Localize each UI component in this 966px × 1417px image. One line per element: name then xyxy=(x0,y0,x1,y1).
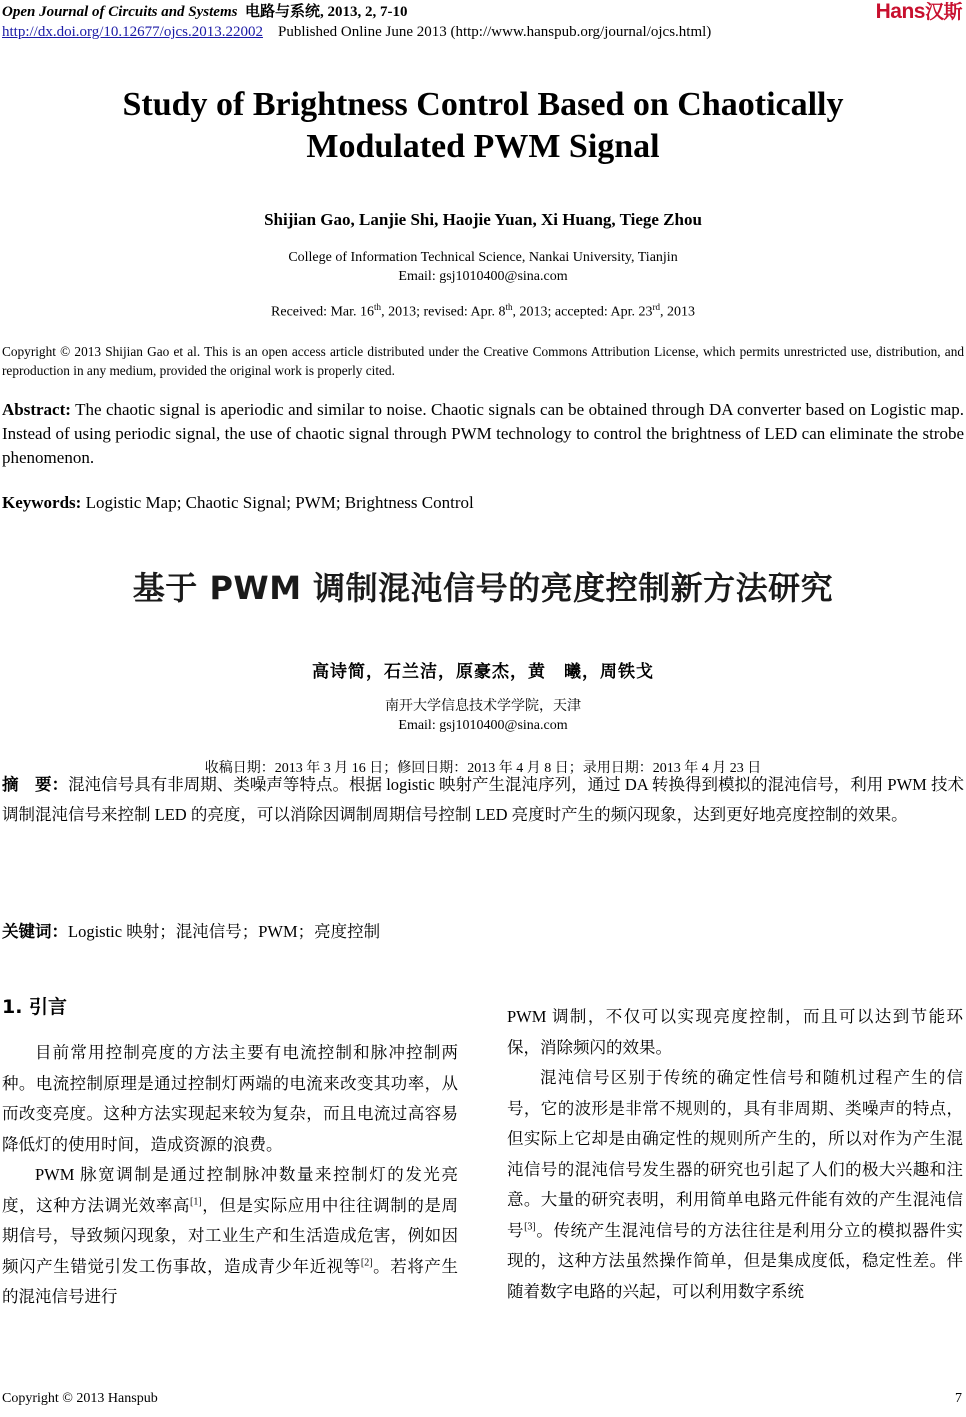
hans-logo xyxy=(876,2,962,23)
intro-paragraph-2 xyxy=(2,1160,458,1313)
intro-p2-part-a: PWM 脉宽调制是通过控制脉冲数量来控制灯的发光亮度，这种方法调光效率高 xyxy=(2,1165,458,1215)
journal-cn-info: 电路与系统, 2013, 2, 7-10 xyxy=(244,4,408,20)
chinese-email: Email: gsj1010400@sina.com xyxy=(398,718,568,733)
abstract-cn xyxy=(2,770,964,830)
affiliation: College of Information Technical Science, Nankai University, Tianjin xyxy=(288,250,678,265)
citation-3[interactable]: [3] xyxy=(524,1221,536,1232)
chinese-authors: 高诗简，石兰洁，原豪杰，黄 曦，周铁戈 xyxy=(312,662,654,682)
header-row-journal xyxy=(2,2,964,22)
paper-title xyxy=(0,84,966,168)
cn-keywords-text: Logistic 映射；混沌信号；PWM；亮度控制 xyxy=(68,922,381,941)
keywords-label: Keywords: xyxy=(2,493,82,512)
accepted-sup: rd xyxy=(652,302,660,312)
intro-p2-part-b: ，但是实际应用中往往调制的是周期信号，导致频闪现象，对工业生产和生活造成危害，例如因频闪产生错觉引发工伤事故，造成青少年近视等 xyxy=(2,1195,459,1276)
author-list: Shijian Gao, Lanjie Shi, Haojie Yuan, Xi Huang, Tiege Zhou xyxy=(264,210,702,229)
logo-en: Hans xyxy=(875,0,925,23)
page-number: 7 xyxy=(955,1391,962,1406)
article-dates xyxy=(0,302,966,321)
journal-header xyxy=(2,2,964,42)
abstract-text: The chaotic signal is aperiodic and similar to noise. Chaotic signals can be obtained through DA converter based on Logistic map. Instead of using periodic signal, the use of chaotic signal through PWM technology to control the brightness of LED can eliminate the strobe phenomenon. xyxy=(2,400,964,467)
cn-abstract-label: 摘 要： xyxy=(2,775,69,794)
doi-link[interactable]: http://dx.doi.org/10.12677/ojcs.2013.22002 xyxy=(2,24,263,40)
intro-p2-part-c: 。若将产生的混沌信号进行 xyxy=(2,1256,459,1306)
dates-tail: , 2013 xyxy=(659,304,695,320)
chinese-dates: 收稿日期：2013 年 3 月 16 日；修回日期：2013 年 4 月 8 日；录用日期：2013 年 4 月 23 日 xyxy=(204,761,762,776)
section-heading-introduction: 1. 引言 xyxy=(2,996,68,1018)
chinese-affiliation-block xyxy=(0,697,966,735)
intro-paragraph-3 xyxy=(507,1063,963,1307)
logo-cn: 汉斯 xyxy=(924,2,962,23)
page-footer xyxy=(2,1391,964,1407)
title-line-1: Study of Brightness Control Based on Chaotically xyxy=(122,86,844,123)
title-line-2: Modulated PWM Signal xyxy=(306,128,660,165)
published-info: Published Online June 2013 (http://www.hanspub.org/journal/ojcs.html) xyxy=(277,24,712,40)
body-column-left xyxy=(2,992,458,1313)
cn-keywords-label: 关键词： xyxy=(2,922,68,941)
footer-copyright: Copyright © 2013 Hanspub xyxy=(2,1391,158,1406)
revised-date: , 2013; revised: Apr. 8 xyxy=(381,304,506,320)
keywords-en xyxy=(2,491,964,515)
chinese-title: 基于 PWM 调制混沌信号的亮度控制新方法研究 xyxy=(132,569,834,607)
accepted-date: , 2013; accepted: Apr. 23 xyxy=(512,304,653,320)
intro-paragraph-2-cont: PWM 调制，不仅可以实现亮度控制，而且可以达到节能环保，消除频闪的效果。 xyxy=(507,1007,963,1057)
revised-sup: th xyxy=(505,302,513,312)
cn-abstract-text: 混沌信号具有非周期、类噪声等特点。根据 logistic 映射产生混沌序列，通过 DA 转换得到模拟的混沌信号，利用 PWM 技术调制混沌信号来控制 LED 的亮度，可以消除因调制周期信号控制 LED 亮度时产生的频闪现象，达到更好地亮度控制的效果。 xyxy=(2,775,965,824)
affiliation-block xyxy=(0,248,966,286)
intro-paragraph-1: 目前常用控制亮度的方法主要有电流控制和脉冲控制两种。电流控制原理是通过控制灯两端的电流来改变其功率，从而改变亮度。这种方法实现起来较为复杂，而且电流过高容易降低灯的使用时间，造成资源的浪费。 xyxy=(2,1043,458,1154)
journal-name: Open Journal of Circuits and Systems xyxy=(2,4,238,20)
license-note: Copyright © 2013 Shijian Gao et al. This is an open access article distributed under the Creative Commons Attribution License, which permits unrestricted use, distribution, and reproduction in any medium, provided the original work is properly cited. xyxy=(2,344,964,378)
chinese-affiliation: 南开大学信息技术学学院，天津 xyxy=(385,699,581,714)
citation-1[interactable]: [1] xyxy=(190,1196,202,1207)
intro-p3-part-a: 混沌信号区别于传统的确定性信号和随机过程产生的信号，它的波形是非常不规则的，具有非周期、类噪声的特点，但实际上它却是由确定性的规则所产生的，所以对作为产生混沌信号的混沌信号发生器的研究也引起了人们的极大兴趣和注意。大量的研究表明，利用简单电路元件能有效的产生混沌信号 xyxy=(507,1068,963,1240)
body-column-right xyxy=(507,1002,963,1307)
intro-p3-part-b: 。传统产生混沌信号的方法往往是利用分立的模拟器件实现的，这种方法虽然操作简单，但是集成度低，稳定性差。伴随着数字电路的兴起，可以利用数字系统 xyxy=(507,1220,964,1301)
header-row-doi xyxy=(2,22,964,42)
author-email: Email: gsj1010400@sina.com xyxy=(398,269,568,284)
received-date: Received: Mar. 16 xyxy=(271,304,375,320)
citation-2[interactable]: [2] xyxy=(360,1257,373,1268)
abstract-label: Abstract: xyxy=(2,400,71,419)
keywords-text: Logistic Map; Chaotic Signal; PWM; Brightness Control xyxy=(81,493,474,512)
keywords-cn xyxy=(2,917,964,947)
received-sup: th xyxy=(374,302,382,312)
abstract-en xyxy=(2,398,964,470)
